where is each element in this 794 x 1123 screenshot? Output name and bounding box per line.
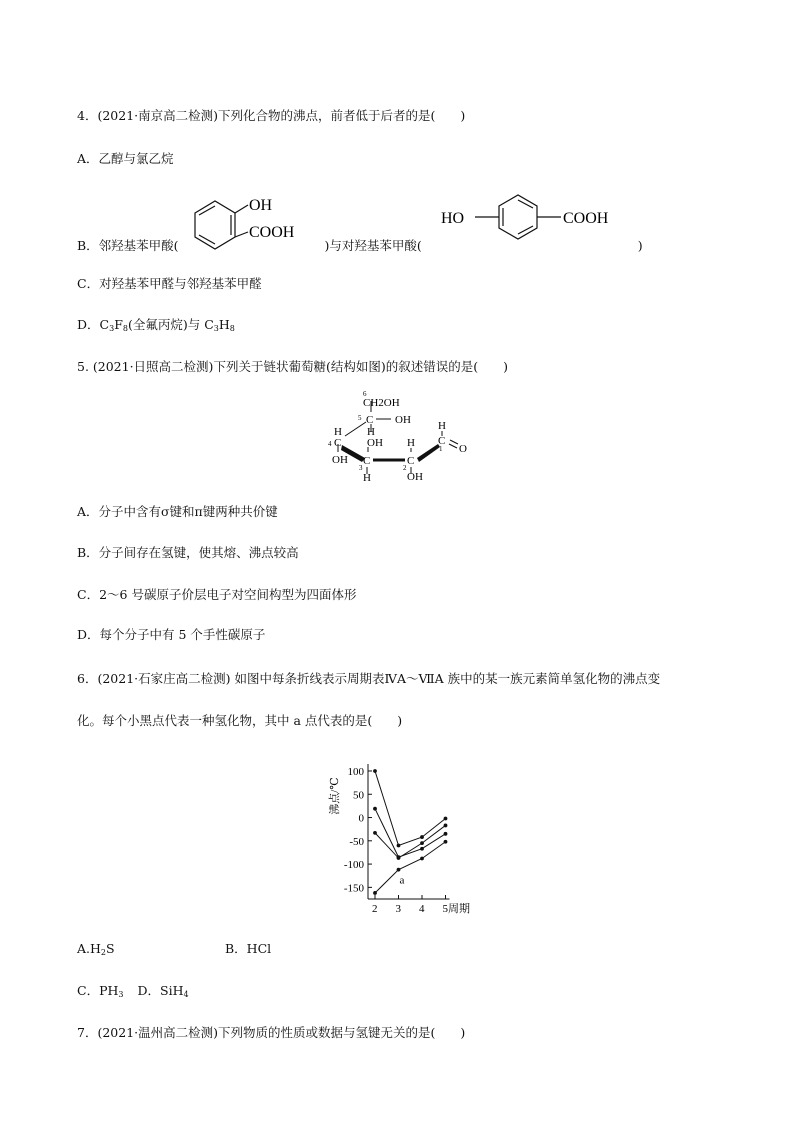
boiling-point-chart	[320, 752, 480, 914]
q4-option-d-b: 3	[109, 324, 115, 333]
carbon-4-number: 4	[328, 440, 332, 448]
glucose-chain-structure	[325, 388, 480, 488]
q4-option-d-e: (全氟丙烷)与 C	[127, 317, 214, 332]
carbonyl-oxygen: O	[459, 443, 467, 455]
x-tick-label: 4	[419, 903, 425, 914]
q4-option-d	[77, 317, 235, 337]
data-point	[420, 835, 424, 839]
q6-option-d-text: D．SiH	[137, 983, 184, 998]
q4-option-d-a: D．C	[77, 317, 110, 332]
x-tick-label: 5周期	[442, 903, 470, 914]
y-tick-label: -50	[349, 835, 364, 848]
q4-option-d-c: F	[114, 317, 123, 332]
q4-option-b-suffix: )	[637, 238, 643, 253]
hydroxyl-5: OH	[395, 414, 411, 426]
q5-option-c: C．2～6 号碳原子价层电子对空间构型为四面体形	[77, 587, 357, 602]
q6-option-a-suffix: S	[106, 941, 115, 956]
carbon-6-number: 6	[363, 390, 367, 398]
hydroxyl-4: OH	[332, 454, 348, 466]
x-tick-label: 2	[372, 903, 378, 914]
q4-option-d-d: 8	[122, 324, 128, 333]
q6-option-c-sub: 3	[118, 990, 124, 999]
hydroxyl-2: OH	[407, 471, 423, 483]
carbon-5: C	[366, 414, 374, 426]
data-point	[373, 769, 377, 773]
hydrogen-1: H	[438, 420, 446, 432]
para-cooh-label: COOH	[563, 210, 609, 227]
point-a-label: a	[399, 874, 405, 887]
q4-stem: 4．(2021·南京高二检测)下列化合物的沸点，前者低于后者的是( )	[77, 108, 466, 123]
hydrogen-2: H	[407, 437, 415, 449]
data-point	[397, 868, 401, 872]
data-point	[420, 847, 424, 851]
data-point	[420, 841, 424, 845]
y-tick-label: -150	[343, 882, 364, 895]
para-hydroxybenzoic-acid-structure	[435, 188, 645, 250]
carbon-2-number: 2	[403, 464, 407, 472]
carbon-2: C	[407, 455, 415, 467]
q4-option-c: C．对羟基苯甲醛与邻羟基苯甲醛	[77, 276, 262, 291]
q4-option-a: A．乙醇与氯乙烷	[77, 151, 174, 166]
ortho-hydroxybenzoic-acid-structure	[185, 188, 325, 258]
q7-stem: 7．(2021·温州高二检测)下列物质的性质或数据与氢键无关的是( )	[77, 1025, 466, 1040]
y-tick-label: 0	[358, 812, 364, 825]
y-tick-label: 100	[347, 765, 364, 778]
q5-option-a: A．分子中含有σ键和π键两种共价键	[77, 504, 278, 519]
data-point	[397, 856, 401, 860]
hydroxyl-c4-up: OH	[367, 437, 383, 449]
carbon-3: C	[363, 455, 371, 467]
hydrogen-5: H	[367, 426, 375, 438]
q6-stem-line2: 化。每个小黑点代表一种氢化物，其中 a 点代表的是( )	[77, 713, 403, 728]
carbon-1: C	[438, 435, 446, 447]
x-tick-label: 3	[395, 903, 401, 914]
q6-option-cd	[77, 983, 189, 1003]
q6-option-a-sub: 2	[100, 948, 106, 957]
chart-y-label: 沸点/℃	[329, 777, 341, 815]
q4-option-b-middle: )与对羟基苯甲酸(	[324, 238, 422, 253]
q5-option-d: D．每个分子中有 5 个手性碳原子	[77, 627, 266, 642]
q4-option-d-f: 3	[213, 324, 219, 333]
data-point	[397, 844, 401, 848]
data-point	[444, 817, 448, 821]
hydrogen-3: H	[363, 472, 371, 484]
carbon-3-number: 3	[359, 464, 363, 472]
q6-option-a-text: A.H	[77, 941, 101, 956]
ch2oh-group: CH2OH	[363, 397, 400, 409]
series-line-4	[375, 842, 446, 893]
data-point	[444, 832, 448, 836]
carbon-5-number: 5	[358, 414, 362, 422]
data-point	[373, 807, 377, 811]
q6-option-b: B．HCl	[225, 941, 272, 956]
carbon-4: C	[334, 437, 342, 449]
data-point	[420, 857, 424, 861]
ortho-oh-label: OH	[249, 197, 273, 214]
q4-option-d-g: H	[218, 317, 230, 332]
series-line-1	[375, 771, 446, 845]
data-point	[444, 824, 448, 828]
q5-stem: 5. (2021·日照高二检测)下列关于链状葡萄糖(结构如图)的叙述错误的是( )	[77, 359, 508, 374]
q6-stem-line1: 6．(2021·石家庄高二检测) 如图中每条折线表示周期表ⅣA～ⅦA 族中的某一族元素简单氢化物的沸点变	[77, 671, 661, 686]
y-tick-label: -100	[343, 859, 364, 872]
q6-option-d-sub: 4	[183, 990, 189, 999]
q4-option-b-prefix: B．邻羟基苯甲酸(	[77, 238, 179, 253]
q6-option-a	[77, 941, 115, 961]
data-point	[373, 831, 377, 835]
q4-option-d-h: 8	[229, 324, 235, 333]
q6-option-c-text: C．PH	[77, 983, 119, 998]
data-point	[373, 891, 377, 895]
para-ho-label: HO	[441, 210, 465, 227]
hydrogen-4: H	[334, 426, 342, 438]
data-point	[444, 840, 448, 844]
carbon-1-number: 1	[439, 445, 443, 453]
q5-option-b: B．分子间存在氢键，使其熔、沸点较高	[77, 545, 299, 560]
y-tick-label: 50	[353, 789, 364, 802]
ortho-cooh-label: COOH	[249, 224, 295, 241]
